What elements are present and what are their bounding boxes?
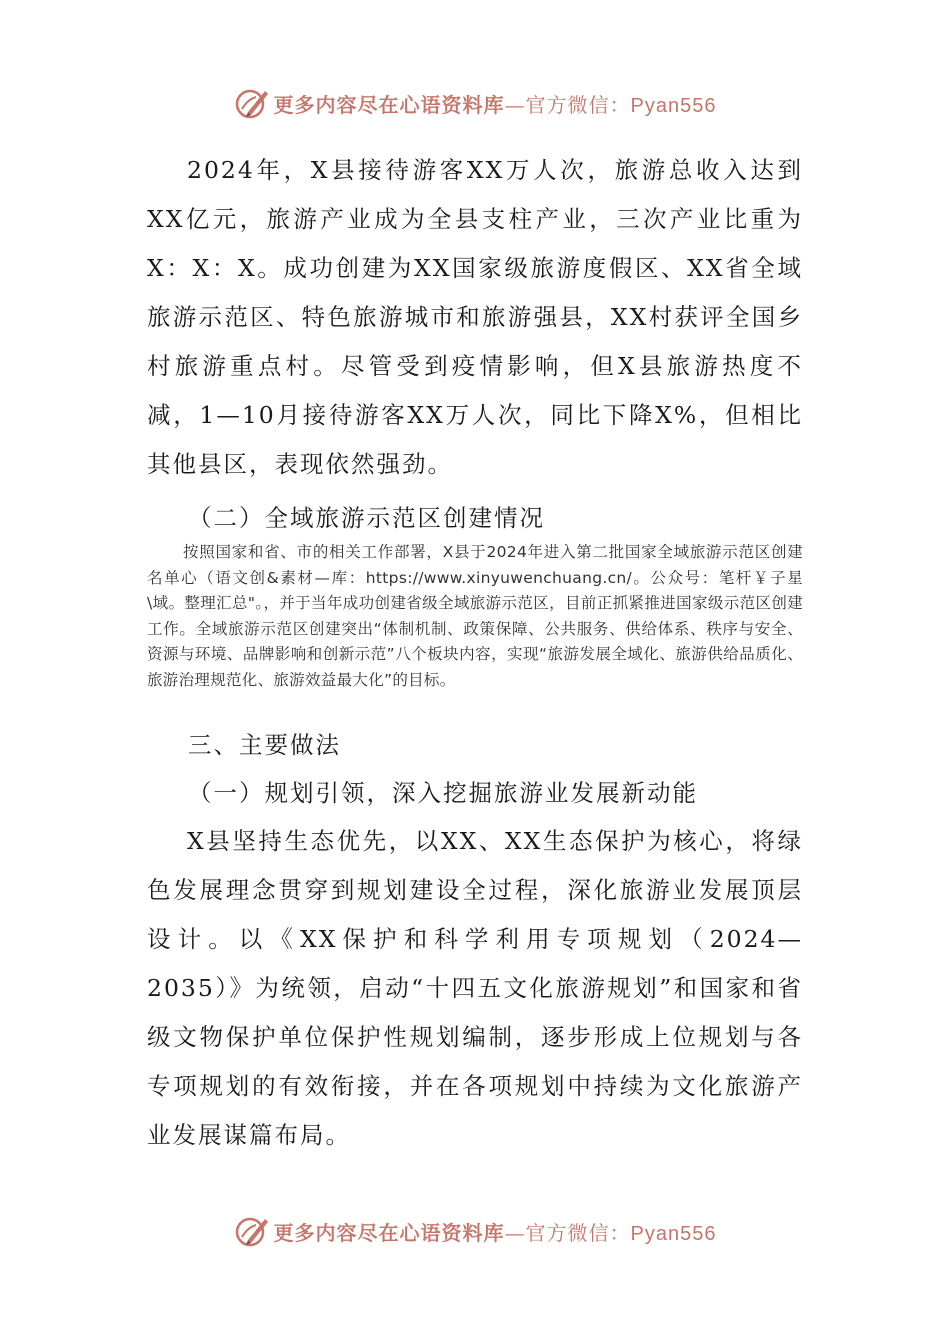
pen-logo-icon [234, 1213, 270, 1249]
banner-label: 官方微信： [525, 92, 631, 117]
section-heading-main-practices: 三、主要做法 [188, 731, 341, 759]
banner-text [274, 1217, 717, 1246]
banner-wechat-id: Pyan556 [630, 94, 717, 117]
banner-wechat-id: Pyan556 [630, 1222, 717, 1245]
paragraph-demo-zone: 按照国家和省、市的相关工作部署，X县于2024年进入第二批国家全域旅游示范区创建名单心（语文创&素材—库：https://www.xinyuwenchuang.cn/。公众号：笔杆￥子星\域。整理汇总"。，并于当年成功创建省级全域旅游示范区，目前正抓紧推进国家级示范区创建工作。全域旅游示范区创建突出“体制机制、政策保障、公共服务、供给体系、秩序与安全、资源与环境、品牌影响和创新示范”八个板块内容，实现“旅游发展全域化、旅游供给品质化、旅游治理规范化、旅游效益最大化”的目标。 [147, 543, 803, 689]
banner-main-text: 更多内容尽在心语资料库 [273, 92, 505, 117]
banner-label: 官方微信： [525, 1220, 631, 1245]
banner-dash: — [504, 1220, 526, 1245]
section-heading-demo-zone: （二）全域旅游示范区创建情况 [188, 504, 545, 532]
paragraph-tourism-stats: 2024年，X县接待游客XX万人次，旅游总收入达到XX亿元，旅游产业成为全县支柱产业，三次产业比重为X：X：X。成功创建为XX国家级旅游度假区、XX省全域旅游示范区、特色旅游城市和旅游强县，XX村获评全国乡村旅游重点村。尽管受到疫情影响，但X县旅游热度不减，1—10月接待游客XX万人次，同比下降X%，但相比其他县区，表现依然强劲。 [147, 156, 803, 478]
pen-logo-icon [234, 85, 270, 121]
banner-text [274, 89, 717, 118]
section-heading-planning: （一）规划引领，深入挖掘旅游业发展新动能 [188, 779, 698, 807]
footer-banner [0, 1209, 950, 1253]
banner-main-text: 更多内容尽在心语资料库 [273, 1220, 505, 1245]
header-banner [0, 81, 950, 125]
paragraph-planning: X县坚持生态优先，以XX、XX生态保护为核心，将绿色发展理念贯穿到规划建设全过程，深化旅游业发展顶层设计。以《XX保护和科学利用专项规划（2024—2035）》为统领，启动“十四五文化旅游规划”和国家和省级文物保护单位保护性规划编制，逐步形成上位规划与各专项规划的有效衔接，并在各项规划中持续为文化旅游产业发展谋篇布局。 [147, 827, 803, 1149]
banner-dash: — [504, 92, 526, 117]
